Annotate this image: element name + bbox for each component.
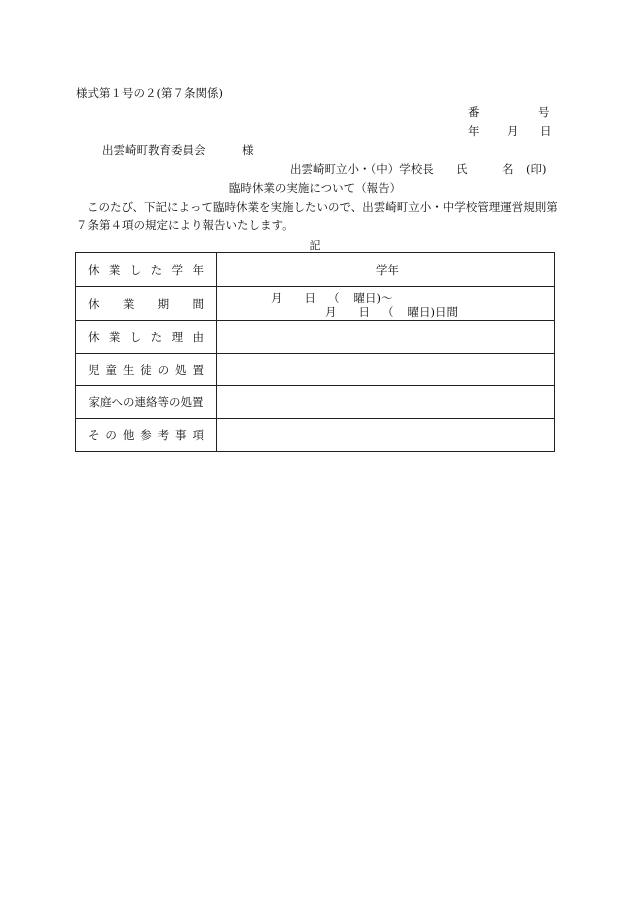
label-char: 考	[157, 428, 170, 442]
number-go: 号	[538, 105, 550, 119]
date-day: 日	[540, 124, 552, 138]
period-end: 月 日 （ 曜日)日間	[325, 305, 458, 319]
label-char: し	[129, 330, 142, 344]
label-char: そ	[88, 428, 100, 442]
date-month: 月	[507, 124, 519, 138]
label-char: 他	[122, 428, 135, 442]
label-char: 業	[122, 296, 135, 311]
form-id: 様式第１号の２(第７条関係)	[76, 86, 223, 100]
sender-shi: 氏	[456, 162, 468, 176]
label-reason	[76, 329, 216, 345]
report-table	[75, 252, 555, 452]
label-char: 休	[88, 330, 100, 344]
label-char: 休	[88, 262, 100, 277]
label-grade	[76, 262, 216, 278]
label-char: の	[105, 428, 117, 442]
label-char: 徒	[140, 362, 152, 377]
body-text: このたび、下記によって臨時休業を実施したいので、出雲崎町立小・中学校管理運営規則第７条第４項の規定により報告いたします。	[76, 200, 558, 232]
value-other[interactable]	[217, 419, 555, 452]
row-home-contact	[76, 386, 555, 419]
addressee	[102, 142, 254, 158]
period-start: 月 日 （ 曜日)～	[271, 291, 393, 305]
label-char: 間	[192, 296, 204, 311]
label-char: 項	[192, 428, 204, 442]
label-char: の	[157, 362, 170, 377]
label-char: 事	[175, 428, 187, 442]
sender-school: 出雲崎町立小・（中）学校長	[290, 162, 434, 176]
label-student-measures	[76, 362, 216, 378]
row-period	[76, 287, 555, 321]
sender-seal: (印)	[526, 162, 547, 176]
value-period[interactable]	[217, 287, 555, 321]
value-reason[interactable]	[217, 321, 555, 354]
label-char: 児	[88, 362, 100, 377]
addressee-suffix: 様	[242, 143, 254, 157]
label-char: 業	[108, 262, 121, 277]
row-other	[76, 419, 555, 452]
label-period	[76, 296, 216, 312]
label-char: た	[150, 330, 163, 344]
value-grade[interactable]	[217, 253, 555, 287]
row-student-measures	[76, 354, 555, 386]
date-year: 年	[468, 124, 480, 138]
label-char: 業	[108, 330, 121, 344]
label-char: 期	[157, 296, 170, 311]
label-char: た	[150, 262, 163, 277]
label-char: 由	[192, 330, 204, 344]
addressee-name: 出雲崎町教育委員会	[102, 143, 206, 157]
label-home-contact: 家庭への連絡等の処置	[88, 395, 204, 409]
label-char: 童	[105, 362, 117, 377]
row-reason	[76, 321, 555, 354]
label-other	[76, 427, 216, 443]
number-ban: 番	[468, 105, 480, 119]
label-char: 生	[122, 362, 135, 377]
row-grade	[76, 253, 555, 287]
sender-mei: 名	[502, 162, 514, 176]
ki-heading: 記	[309, 239, 321, 252]
label-char: 理	[171, 330, 184, 344]
label-char: 処	[175, 362, 187, 377]
grade-unit: 学年	[376, 262, 399, 277]
label-char: 学	[171, 262, 184, 277]
document-title: 臨時休業の実施について（報告）	[228, 181, 402, 195]
label-char: 年	[192, 262, 204, 277]
label-char: し	[129, 262, 142, 277]
value-student-measures[interactable]	[217, 354, 555, 386]
value-home-contact[interactable]	[217, 386, 555, 419]
label-char: 参	[140, 428, 152, 442]
label-char: 置	[192, 362, 204, 377]
label-char: 休	[88, 296, 100, 311]
